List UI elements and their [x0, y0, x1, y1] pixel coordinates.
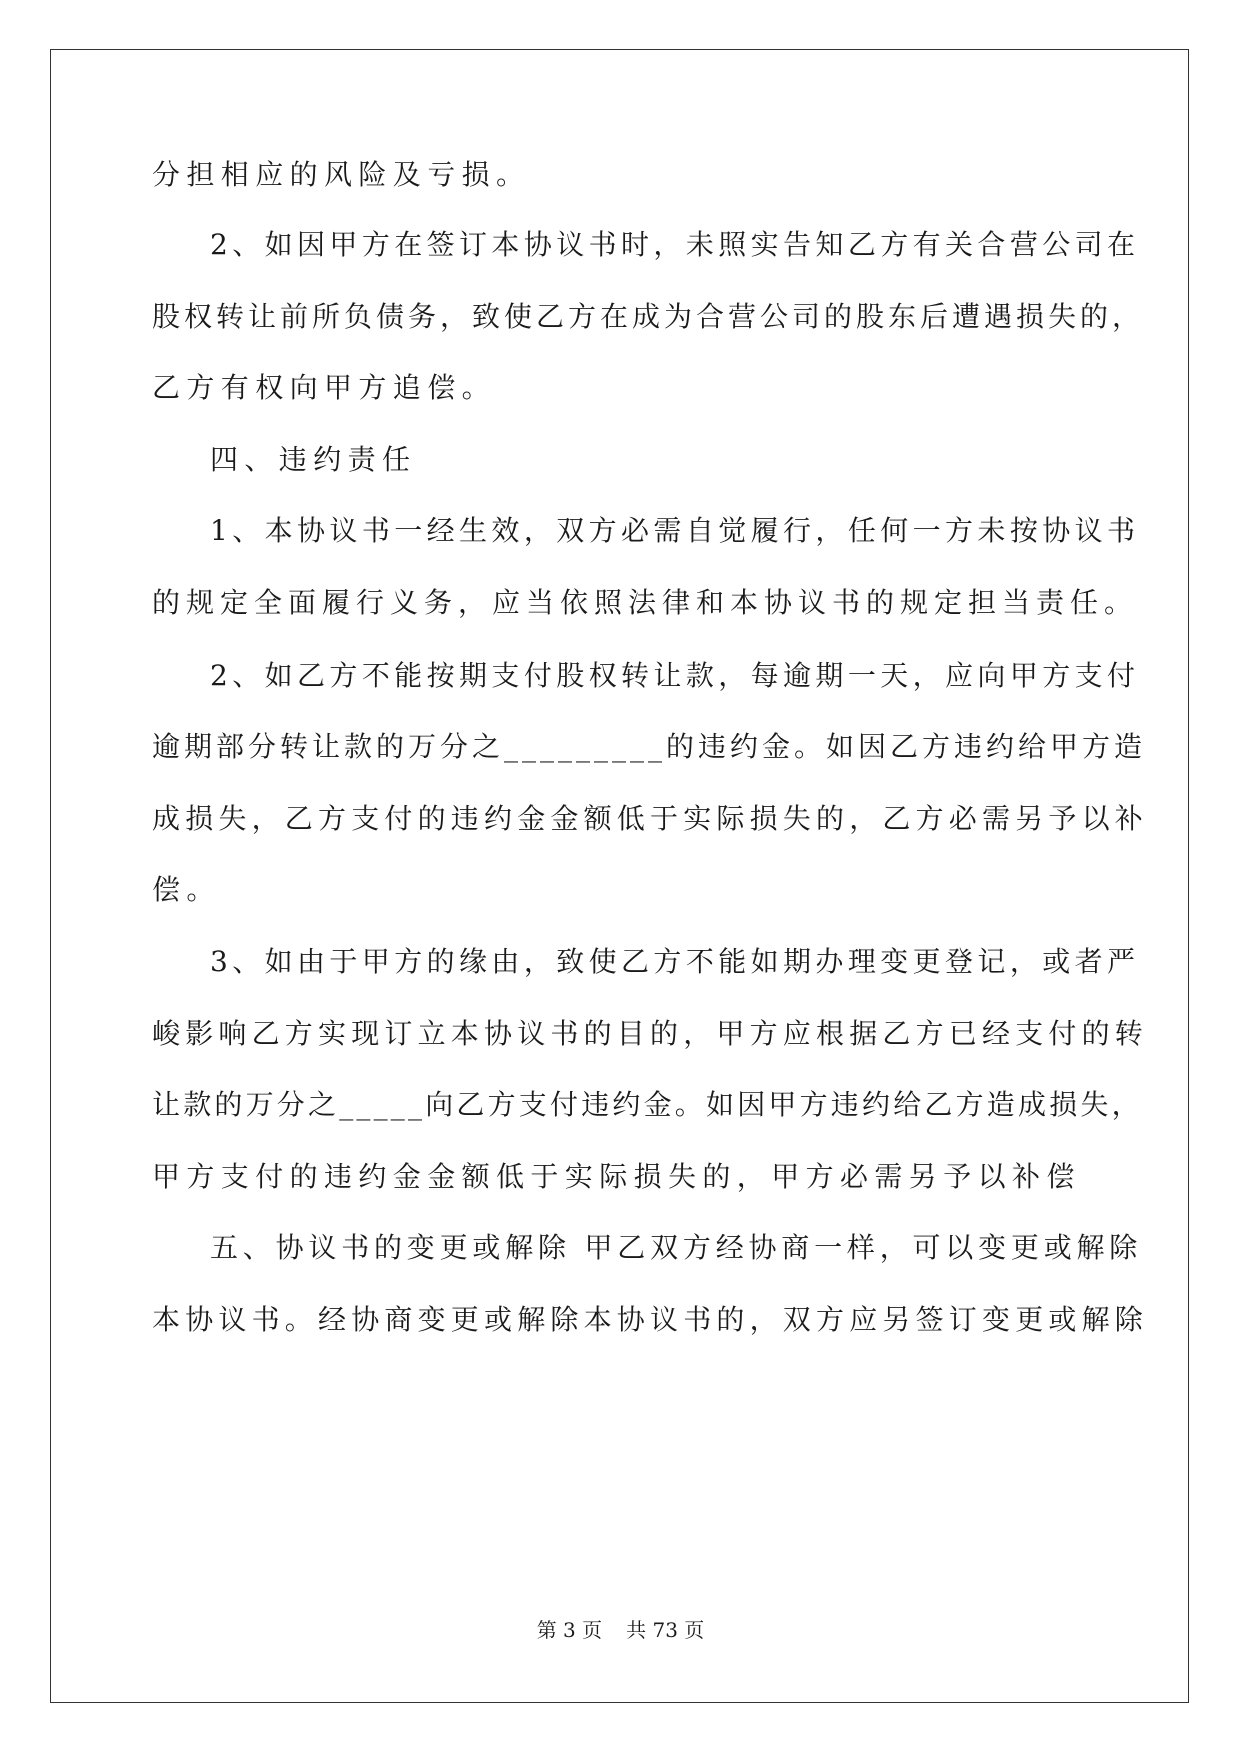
paragraph-line: 甲方支付的违约金金额低于实际损失的，甲方必需另予以补偿	[152, 1160, 1081, 1193]
paragraph-line: 成损失，乙方支付的违约金金额低于实际损失的，乙方必需另予以补	[152, 802, 1149, 835]
paragraph-line: 乙方有权向甲方追偿。	[152, 371, 497, 404]
paragraph-line: 偿。	[152, 873, 221, 906]
page-footer	[0, 1617, 1241, 1643]
paragraph-line: 1、本协议书一经生效，双方必需自觉履行，任何一方未按协议书	[210, 514, 1140, 547]
paragraph-line: 本协议书。经协商变更或解除本协议书的，双方应另签订变更或解除	[152, 1303, 1149, 1336]
section-heading: 四、违约责任	[210, 443, 417, 476]
paragraph-line: 分担相应的风险及亏损。	[152, 158, 531, 191]
paragraph-line: 股权转让前所负债务，致使乙方在成为合营公司的股东后遭遇损失的，	[152, 300, 1145, 333]
paragraph-line: 峻影响乙方实现订立本协议书的目的，甲方应根据乙方已经支付的转	[152, 1017, 1149, 1050]
section-heading: 五、协议书的变更或解除 甲乙双方经协商一样，可以变更或解除	[210, 1231, 1143, 1264]
paragraph-line: 3、如由于甲方的缘由，致使乙方不能如期办理变更登记，或者严	[210, 945, 1140, 978]
page-total: 共 73 页	[626, 1618, 705, 1642]
paragraph-line: 2、如因甲方在签订本协议书时，未照实告知乙方有关合营公司在	[210, 228, 1140, 261]
page-number: 第 3 页	[536, 1618, 603, 1642]
paragraph-line: 2、如乙方不能按期支付股权转让款，每逾期一天，应向甲方支付	[210, 659, 1140, 692]
paragraph-line: 的规定全面履行义务，应当依照法律和本协议书的规定担当责任。	[152, 586, 1139, 619]
paragraph-line: 让款的万分之_____向乙方支付违约金。如因甲方违约给乙方造成损失，	[152, 1088, 1143, 1121]
paragraph-line: 逾期部分转让款的万分之_________的违约金。如因乙方违约给甲方造	[152, 730, 1147, 763]
